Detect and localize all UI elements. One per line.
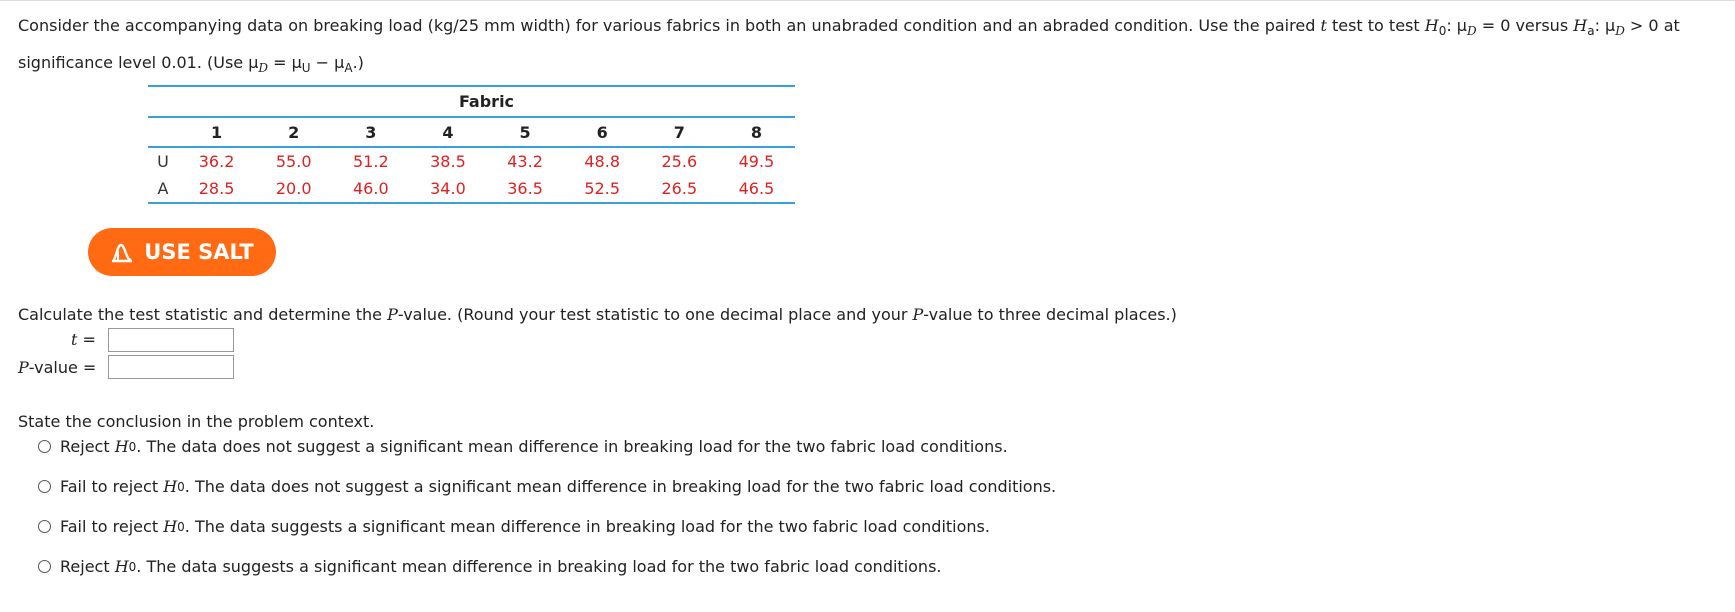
q-a: A <box>344 61 353 75</box>
column-header: 8 <box>718 117 795 147</box>
q-intro: Consider the accompanying data on breaking load (kg/25 mm width) for various fabrics in both an unabraded condition and an abraded condition. Use the paired <box>18 16 1321 35</box>
table-row <box>148 175 795 203</box>
t-symbol: t <box>71 330 78 349</box>
option-h-sub: 0 <box>128 559 137 574</box>
option-h: H <box>114 557 129 576</box>
table-cell: 46.0 <box>332 175 409 203</box>
p-value-label <box>18 358 96 377</box>
t-label <box>71 330 96 349</box>
q-u: U <box>301 61 311 75</box>
option-h-sub: 0 <box>177 519 185 534</box>
use-salt-button[interactable] <box>88 228 276 276</box>
option-h: H <box>163 517 178 536</box>
table-cell: 48.8 <box>584 152 620 171</box>
calc-prompt <box>18 305 1177 324</box>
option-text: . The data does not suggest a significant mean difference in breaking load for the two fabric load conditions. <box>184 477 1057 496</box>
option-h: H <box>114 437 129 456</box>
q-end: .) <box>352 53 364 72</box>
q-t: t <box>1320 16 1327 35</box>
table-cell: 28.5 <box>178 175 255 203</box>
use-salt-label: USE SALT <box>144 240 254 264</box>
option-lead: Reject <box>60 557 110 576</box>
q-h0: H <box>1424 16 1439 35</box>
table-cell: 34.0 <box>409 175 486 203</box>
table-cell: 20.0 <box>255 175 332 203</box>
column-header: 3 <box>332 117 409 147</box>
fabric-data-table <box>148 85 795 204</box>
option-lead: Fail to reject <box>60 477 159 496</box>
fabric-group-header: Fabric <box>178 86 795 117</box>
radio-icon[interactable] <box>38 440 51 453</box>
table-cell: 25.6 <box>661 152 698 171</box>
q-eq0: = 0 versus <box>1476 16 1574 35</box>
column-header: 6 <box>564 117 641 147</box>
q-d1: D <box>1466 24 1477 38</box>
table-cell: 55.0 <box>275 152 312 171</box>
p-label-tail: -value <box>28 358 78 377</box>
calc-prompt-c: -value to three decimal places.) <box>923 305 1177 324</box>
question-text <box>18 10 1728 84</box>
column-header: 5 <box>487 117 564 147</box>
option-lead: Fail to reject <box>60 517 159 536</box>
option-h-sub: 0 <box>128 439 137 454</box>
option-lead: Reject <box>60 437 110 456</box>
table-cell: 43.2 <box>507 152 543 171</box>
top-divider <box>0 0 1735 1</box>
column-header: 7 <box>641 117 718 147</box>
row-label: A <box>148 175 178 203</box>
option-h-sub: 0 <box>177 479 185 494</box>
table-cell: 36.5 <box>487 175 564 203</box>
radio-icon[interactable] <box>38 560 51 573</box>
salt-curve-icon <box>110 241 134 263</box>
radio-icon[interactable] <box>38 520 51 533</box>
column-header-blank <box>148 117 178 147</box>
q-minus: − μ <box>310 53 345 72</box>
option-h: H <box>163 477 178 496</box>
conclusion-option[interactable] <box>38 517 990 536</box>
p-symbol: P <box>18 358 29 377</box>
radio-icon[interactable] <box>38 480 51 493</box>
q-h0-sub: 0 <box>1438 24 1447 38</box>
q-ha: H <box>1573 16 1588 35</box>
column-header: 4 <box>409 117 486 147</box>
p-value-input[interactable] <box>108 355 234 379</box>
t-equals: = <box>82 330 96 349</box>
q-eq: = μ <box>268 53 302 72</box>
row-label: U <box>157 152 169 171</box>
table-cell: 26.5 <box>641 175 718 203</box>
option-text: . The data does not suggest a significant mean difference in breaking load for the two fabric load conditions. <box>136 437 1008 456</box>
conclusion-prompt: State the conclusion in the problem context. <box>18 412 375 431</box>
calc-prompt-a: Calculate the test statistic and determine the <box>18 305 388 324</box>
calc-p2: P <box>912 305 924 324</box>
table-cell: 49.5 <box>738 152 775 171</box>
column-header: 2 <box>255 117 332 147</box>
table-cell: 52.5 <box>564 175 641 203</box>
option-text: . The data suggests a significant mean difference in breaking load for the two fabric load conditions. <box>184 517 990 536</box>
q-d2: D <box>1615 24 1625 38</box>
option-text: . The data suggests a significant mean difference in breaking load for the two fabric load conditions. <box>136 557 942 576</box>
table-cell: 46.5 <box>718 175 795 203</box>
conclusion-option[interactable] <box>38 437 1008 456</box>
table-cell: 38.5 <box>430 152 466 171</box>
calc-prompt-b: -value. (Round your test statistic to one decimal place and your <box>397 305 913 324</box>
q-ha-sub: a <box>1587 24 1595 38</box>
t-statistic-input[interactable] <box>108 328 234 352</box>
p-equals: = <box>82 358 97 377</box>
conclusion-option[interactable] <box>38 557 941 576</box>
q-gt0: > 0 at significance level 0.01. (Use μ <box>18 16 1680 72</box>
table-corner <box>148 86 178 117</box>
table-cell: 51.2 <box>353 152 389 171</box>
q-h0-rel: : μ <box>1446 16 1467 35</box>
column-header: 1 <box>178 117 255 147</box>
table-cell: 36.2 <box>198 152 235 171</box>
conclusion-option[interactable] <box>38 477 1056 496</box>
table-row <box>148 147 795 175</box>
q-d3: D <box>258 61 269 75</box>
q-mid: test to test <box>1326 16 1425 35</box>
calc-p1: P <box>387 305 398 324</box>
q-ha-rel: : μ <box>1594 16 1616 35</box>
